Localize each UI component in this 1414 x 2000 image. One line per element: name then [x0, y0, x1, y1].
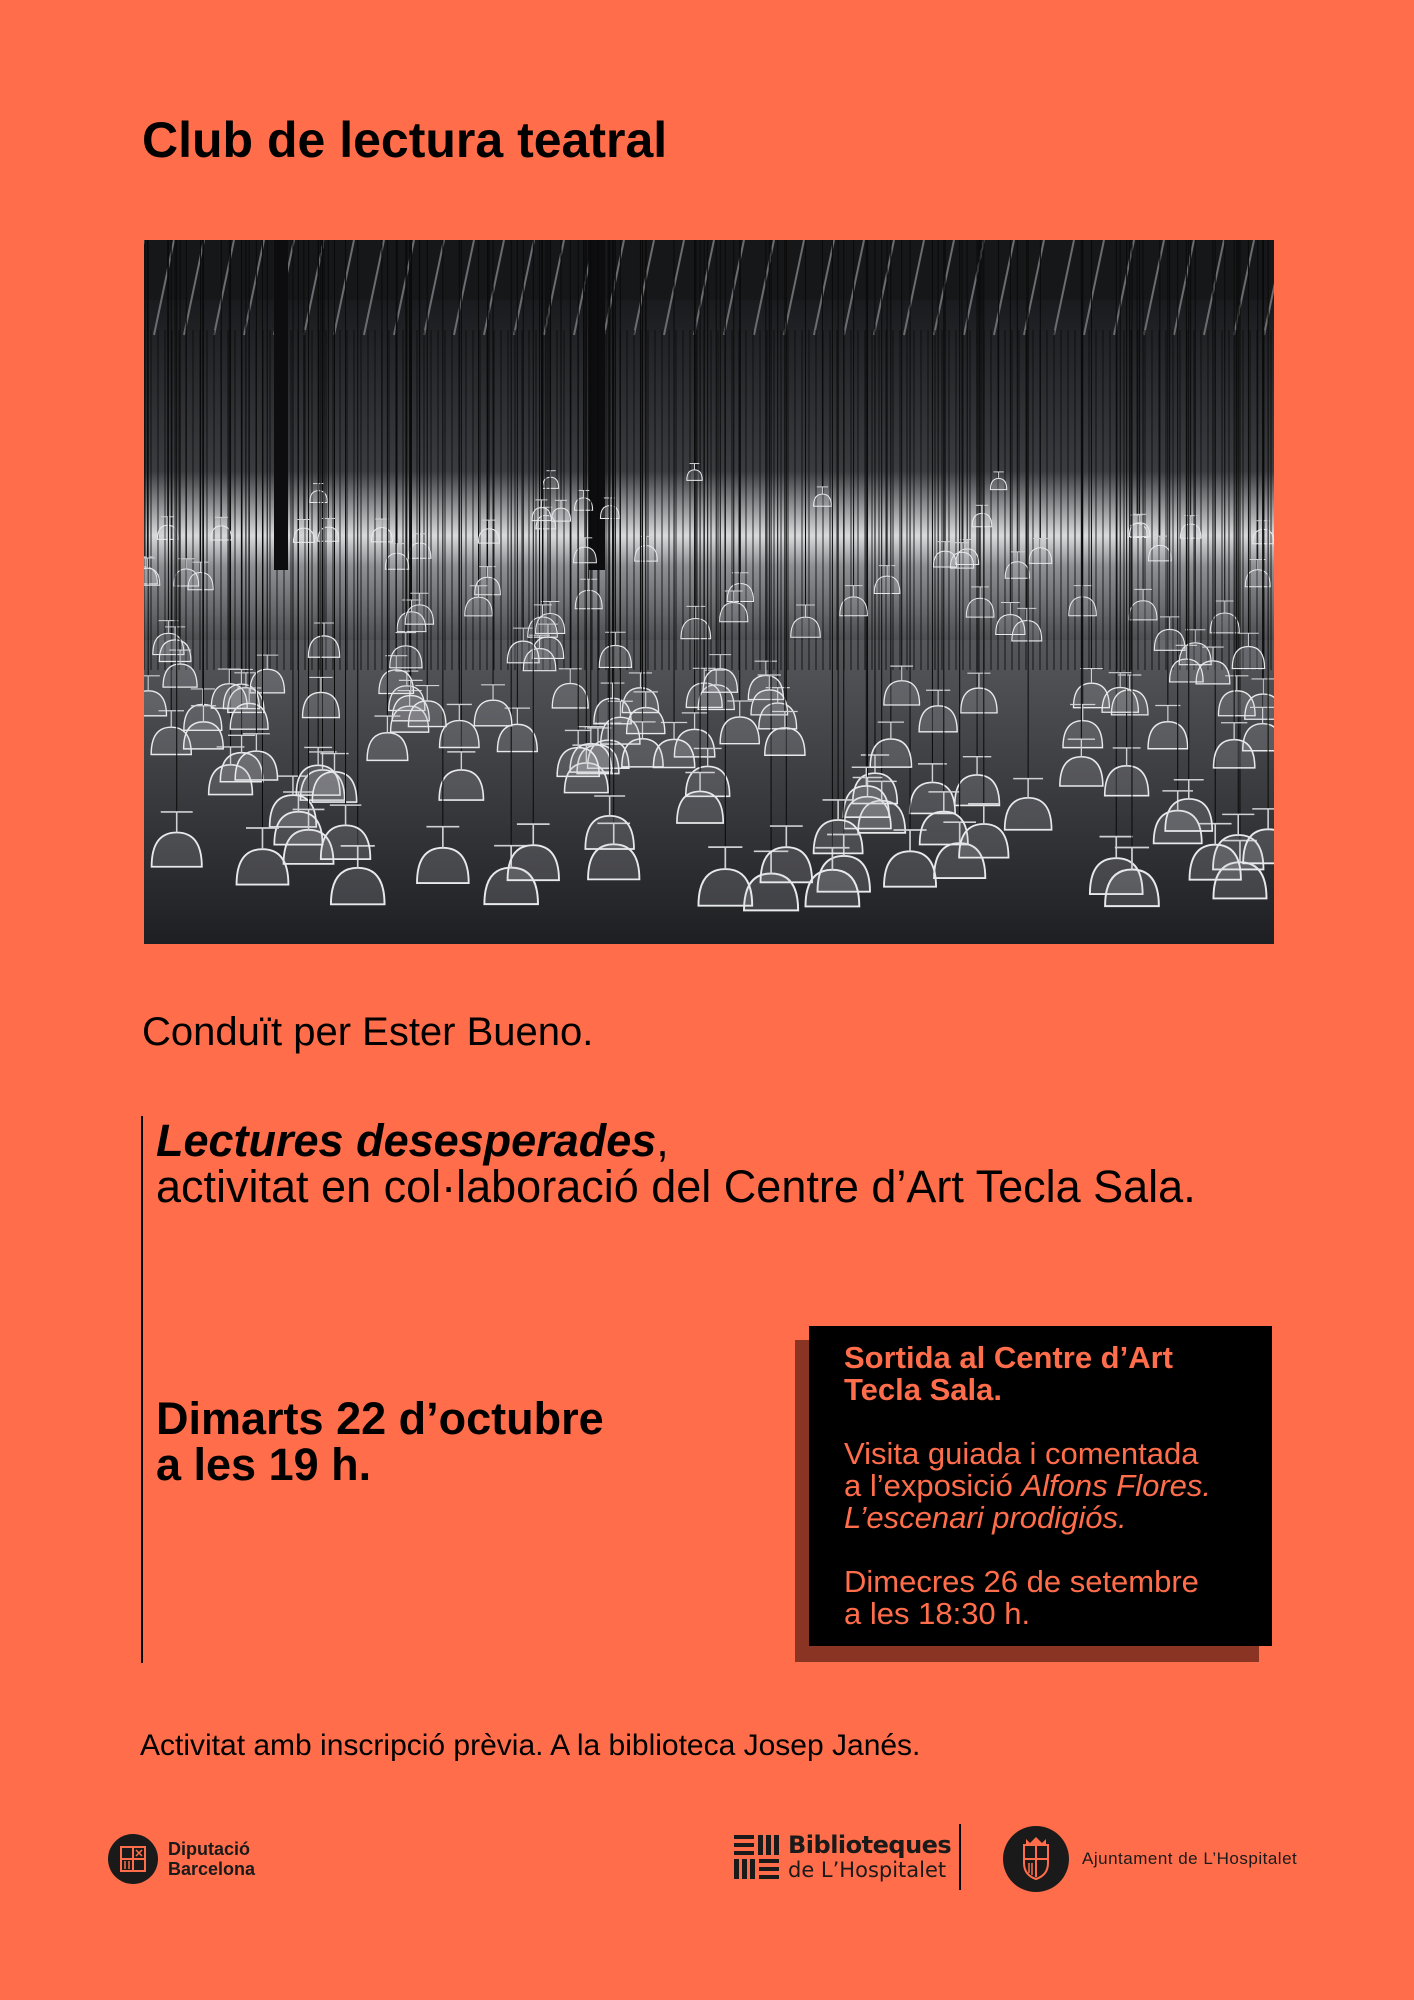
biblioteques-logo-icon	[734, 1833, 784, 1881]
biblioteques-line1: Biblioteques	[788, 1831, 952, 1859]
outing-date-line1: Dimecres 26 de setembre	[844, 1564, 1199, 1599]
logo-divider	[959, 1824, 961, 1890]
page-title: Club de lectura teatral	[142, 112, 668, 168]
activity-title: Lectures desesperades	[156, 1115, 657, 1166]
vertical-divider	[141, 1116, 143, 1663]
activity-description	[156, 1115, 1196, 1212]
outing-date-line2: a les 18:30 h.	[844, 1596, 1031, 1631]
event-date-line1: Dimarts 22 d’octubre	[156, 1393, 604, 1444]
exhibition-photo	[144, 240, 1274, 944]
registration-note: Activitat amb inscripció prèvia. A la biblioteca Josep Janés.	[140, 1729, 921, 1762]
wine-glasses-installation-image	[144, 240, 1274, 944]
outing-heading-line1: Sortida al Centre d’Art	[844, 1340, 1173, 1375]
outing-exhibition-name: Alfons Flores.	[1021, 1468, 1211, 1503]
ajuntament-name: Ajuntament de L’Hospitalet	[1082, 1849, 1298, 1868]
outing-visit-line2	[844, 1470, 1252, 1502]
outing-box	[809, 1326, 1272, 1646]
activity-collaboration: activitat en col·laboració del Centre d’Art Tecla Sala.	[156, 1161, 1196, 1212]
biblioteques-line2: de L’Hospitalet	[788, 1858, 947, 1882]
outing-heading-line2: Tecla Sala.	[844, 1372, 1002, 1407]
event-date-line2: a les 19 h.	[156, 1439, 372, 1490]
diputacio-logo	[107, 1833, 255, 1885]
outing-visit-line1: Visita guiada i comentada	[844, 1436, 1199, 1471]
outing-visit-prefix: a l’exposició	[844, 1468, 1022, 1503]
biblioteques-logo	[734, 1832, 951, 1882]
conductor-text: Conduït per Ester Bueno.	[142, 1010, 594, 1054]
diputacio-line2: Barcelona	[168, 1859, 256, 1879]
ajuntament-logo	[1002, 1825, 1297, 1893]
activity-title-suffix: ,	[656, 1115, 669, 1166]
diputacio-logo-icon	[107, 1833, 159, 1885]
ajuntament-logo-icon	[1002, 1825, 1070, 1893]
diputacio-line1: Diputació	[168, 1839, 251, 1859]
outing-exhibition-subtitle: L’escenari prodigiós.	[844, 1500, 1127, 1535]
event-date	[156, 1393, 604, 1490]
